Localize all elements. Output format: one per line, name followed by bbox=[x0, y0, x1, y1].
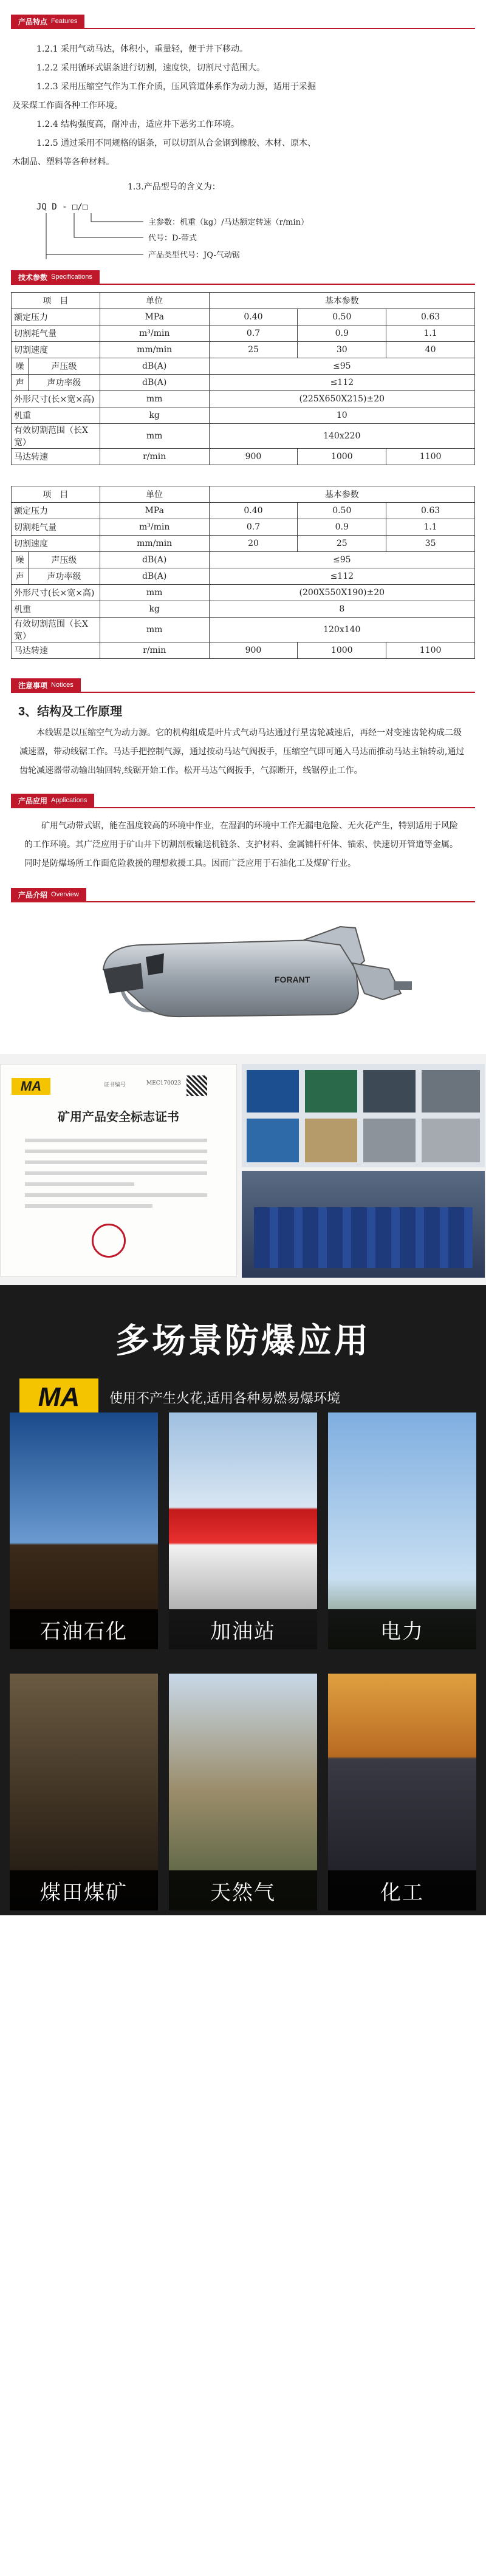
overview-header-en: Overview bbox=[51, 891, 79, 898]
features-header bbox=[11, 13, 475, 29]
row-label: 有效切割范围（长X宽） bbox=[12, 618, 100, 642]
table-row bbox=[12, 585, 475, 601]
model-code: JQ D - □/□ bbox=[36, 202, 88, 212]
multimeter-icon bbox=[305, 1070, 357, 1113]
row-value: 120x140 bbox=[209, 618, 474, 642]
row-value: 25 bbox=[209, 342, 298, 358]
tape-roll-icon bbox=[247, 1119, 299, 1162]
row-value: 140x220 bbox=[209, 424, 474, 449]
applications-text: 矿用气动带式锯，能在温度较高的环境中作业，在湿润的环境中工作无漏电危险、无火花产生，特别适用于风险的工作环境。其广泛应用于矿山井下切割剖板输送机链条、支护材料、金属铺杆杆体、锚索、快速切开管道等金属。同时是防爆场所工作面危险救援的理想救援工具。因而广泛应用于石油化工及煤矿行业。 bbox=[24, 821, 458, 868]
row-unit: m³/min bbox=[100, 519, 209, 536]
row-unit: mm bbox=[100, 424, 209, 449]
feature-text: 采用气动马达，体积小，重量轻，便于井下移动。 bbox=[61, 44, 248, 54]
ma-logo: MA bbox=[19, 1378, 98, 1416]
feature-item bbox=[36, 78, 462, 97]
noise-sub-label: 声功率级 bbox=[28, 568, 100, 585]
scene-card bbox=[169, 1412, 317, 1649]
feature-number: 1.2.4 bbox=[36, 120, 58, 129]
specs-header-cn: 技术参数 bbox=[18, 273, 48, 282]
row-label: 机重 bbox=[12, 601, 100, 618]
table-header-params: 基本参数 bbox=[209, 293, 474, 309]
row-unit: MPa bbox=[100, 309, 209, 325]
row-label: 额定压力 bbox=[12, 503, 100, 519]
row-label: 机重 bbox=[12, 407, 100, 424]
notices-header-cn: 注意事项 bbox=[18, 681, 48, 690]
scene-label: 电力 bbox=[328, 1609, 476, 1649]
row-label: 马达转速 bbox=[12, 642, 100, 659]
table-row bbox=[12, 391, 475, 407]
row-value: 0.9 bbox=[298, 519, 386, 536]
features-header-en: Features bbox=[51, 18, 78, 25]
scenes-section bbox=[0, 1285, 486, 1915]
row-value: 0.7 bbox=[209, 325, 298, 342]
certificate-title: 矿用产品安全标志证书 bbox=[58, 1109, 179, 1124]
table-row bbox=[12, 424, 475, 449]
model-code-block bbox=[0, 178, 486, 269]
row-value: 20 bbox=[209, 536, 298, 552]
row-unit: mm bbox=[100, 618, 209, 642]
noise-group-label: 噪 bbox=[12, 552, 29, 568]
table-row bbox=[12, 325, 475, 342]
applications-header-cn: 产品应用 bbox=[18, 796, 48, 805]
row-value: 40 bbox=[386, 342, 475, 358]
row-unit: r/min bbox=[100, 642, 209, 659]
table-row bbox=[12, 407, 475, 424]
noise-group-label: 声 bbox=[12, 568, 29, 585]
table-row bbox=[12, 552, 475, 568]
row-label: 有效切割范围（长X宽） bbox=[12, 424, 100, 449]
row-label: 切割耗气量 bbox=[12, 325, 100, 342]
table-row bbox=[12, 642, 475, 659]
table-row bbox=[12, 618, 475, 642]
scene-card bbox=[328, 1412, 476, 1649]
row-label: 切割速度 bbox=[12, 342, 100, 358]
ma-certificate bbox=[0, 1064, 237, 1276]
row-value: 0.40 bbox=[209, 503, 298, 519]
row-unit: MPa bbox=[100, 503, 209, 519]
principle-text: 本线锯是以压缩空气为动力源。它的机构组成是叶片式气动马达通过行星齿轮减速后，再经一对变速齿轮构成二级减速器，带动线锯工作。马达手把控制气源，通过按动马达气阀扳手，压缩空气即可通入马达而推动马达主轴转动,通过齿轮减速器带动输出轴回转,线锯开始工作。松开马达气阀扳手，气源断开，线锯停止工作。 bbox=[19, 728, 465, 775]
spec-table-2 bbox=[11, 486, 475, 659]
row-value: ≤112 bbox=[209, 375, 474, 391]
applications-section bbox=[0, 808, 486, 873]
team-photo bbox=[242, 1171, 485, 1278]
row-value: 1000 bbox=[298, 642, 386, 659]
feature-item bbox=[36, 59, 462, 78]
row-label: 马达转速 bbox=[12, 449, 100, 465]
spec-table-1 bbox=[11, 292, 475, 465]
scene-card bbox=[10, 1412, 158, 1649]
overview-header bbox=[11, 887, 475, 902]
row-unit: kg bbox=[100, 601, 209, 618]
row-value: 25 bbox=[298, 536, 386, 552]
scene-label: 煤田煤矿 bbox=[10, 1870, 158, 1910]
table-row bbox=[12, 358, 475, 375]
overview-header-cn: 产品介绍 bbox=[18, 890, 48, 899]
row-unit: dB(A) bbox=[100, 552, 209, 568]
caliper-icon bbox=[422, 1119, 480, 1162]
row-label: 外形尺寸(长×宽×高) bbox=[12, 585, 100, 601]
table-row bbox=[12, 568, 475, 585]
table-header-item: 项 目 bbox=[12, 486, 100, 503]
row-unit: mm bbox=[100, 391, 209, 407]
scene-label: 加油站 bbox=[169, 1609, 317, 1649]
table-row bbox=[12, 375, 475, 391]
row-value: 35 bbox=[386, 536, 475, 552]
feature-number: 1.2.2 bbox=[36, 63, 58, 73]
scene-label: 化工 bbox=[328, 1870, 476, 1910]
noise-sub-label: 声功率级 bbox=[28, 375, 100, 391]
row-unit: kg bbox=[100, 407, 209, 424]
row-value: ≤95 bbox=[209, 552, 474, 568]
applications-header bbox=[11, 792, 475, 808]
table-row bbox=[12, 601, 475, 618]
row-unit: m³/min bbox=[100, 325, 209, 342]
row-value: 0.7 bbox=[209, 519, 298, 536]
row-label: 切割速度 bbox=[12, 536, 100, 552]
feature-text: 结构强度高，耐冲击，适应井下恶劣工作环境。 bbox=[61, 120, 239, 129]
row-value: (225X650X215)±20 bbox=[209, 391, 474, 407]
row-unit: mm bbox=[100, 585, 209, 601]
row-value: 0.63 bbox=[386, 309, 475, 325]
row-value: 1.1 bbox=[386, 325, 475, 342]
row-value: 900 bbox=[209, 642, 298, 659]
row-value: 1000 bbox=[298, 449, 386, 465]
model-code-title: 1.3.产品型号的含义为： bbox=[128, 182, 221, 192]
scene-label: 石油石化 bbox=[10, 1609, 158, 1649]
feature-text-continued: 及采煤工作面各种工作环境。 bbox=[12, 101, 123, 111]
notices-header-en: Notices bbox=[51, 681, 74, 689]
feature-text: 采用循环式锯条进行切割，速度快，切割尺寸范围大。 bbox=[61, 63, 265, 73]
scenes-subtitle: 使用不产生火花,适用各种易燃易爆环境 bbox=[109, 1390, 341, 1406]
feature-number: 1.2.1 bbox=[36, 44, 58, 54]
band-saw-illustration bbox=[0, 902, 486, 1054]
table-header-params: 基本参数 bbox=[209, 486, 474, 503]
table-header-item: 项 目 bbox=[12, 293, 100, 309]
certificate-number-label: 证书编号 bbox=[104, 1082, 126, 1088]
row-value: 1100 bbox=[386, 449, 475, 465]
row-unit: r/min bbox=[100, 449, 209, 465]
model-code-label-main: 主参数：机重（kg）/马达额定转速（r/min） bbox=[148, 218, 309, 227]
row-value: 0.40 bbox=[209, 309, 298, 325]
gauge-icon bbox=[422, 1070, 480, 1113]
clamp-meter-icon bbox=[363, 1070, 416, 1113]
feature-item bbox=[36, 40, 462, 59]
row-value: 10 bbox=[209, 407, 474, 424]
row-value: ≤112 bbox=[209, 568, 474, 585]
wrench-icon bbox=[363, 1119, 416, 1162]
applications-header-en: Applications bbox=[51, 797, 87, 804]
notices-header bbox=[11, 677, 475, 693]
feature-number: 1.2.5 bbox=[36, 138, 58, 148]
table-row bbox=[12, 486, 475, 503]
row-unit: dB(A) bbox=[100, 375, 209, 391]
noise-group-label: 噪 bbox=[12, 358, 29, 375]
feature-text: 通过采用不同规格的锯条，可以切割从合金钢到橡胶、木材、原木、 bbox=[61, 138, 316, 148]
row-value: 900 bbox=[209, 449, 298, 465]
features-header-cn: 产品特点 bbox=[18, 17, 48, 26]
noise-sub-label: 声压级 bbox=[28, 552, 100, 568]
feature-text-continued: 木制品、塑料等各种材料。 bbox=[12, 157, 114, 167]
features-list bbox=[0, 29, 486, 178]
certificates-panel bbox=[0, 1054, 486, 1285]
model-code-label-product: 产品类型代号：JQ-气动锯 bbox=[148, 251, 240, 260]
model-code-label-type: 代号：D-带式 bbox=[148, 234, 197, 243]
table-header-unit: 单位 bbox=[100, 486, 209, 503]
red-seal-icon bbox=[92, 1224, 126, 1258]
row-label: 外形尺寸(长×宽×高) bbox=[12, 391, 100, 407]
table-row bbox=[12, 293, 475, 309]
certificate-ma-logo: MA bbox=[12, 1078, 50, 1095]
table-row bbox=[12, 519, 475, 536]
table-header-unit: 单位 bbox=[100, 293, 209, 309]
feature-item bbox=[36, 115, 462, 134]
scene-card bbox=[169, 1674, 317, 1910]
row-unit: dB(A) bbox=[100, 358, 209, 375]
row-value: (200X550X190)±20 bbox=[209, 585, 474, 601]
row-unit: dB(A) bbox=[100, 568, 209, 585]
scene-card bbox=[10, 1674, 158, 1910]
row-value: 1100 bbox=[386, 642, 475, 659]
tools-collage bbox=[242, 1064, 485, 1167]
table-row bbox=[12, 342, 475, 358]
row-value: ≤95 bbox=[209, 358, 474, 375]
scene-grid bbox=[10, 1412, 476, 1910]
row-unit: mm/min bbox=[100, 342, 209, 358]
scene-label: 天然气 bbox=[169, 1870, 317, 1910]
row-value: 8 bbox=[209, 601, 474, 618]
feature-text: 采用压缩空气作为工作介质，压风管道体系作为动力源，适用于采掘 bbox=[61, 82, 316, 92]
principle-title: 3、结构及工作原理 bbox=[18, 705, 123, 718]
toolbox-icon bbox=[247, 1070, 299, 1113]
row-value: 30 bbox=[298, 342, 386, 358]
cable-icon bbox=[305, 1119, 357, 1162]
table-row bbox=[12, 503, 475, 519]
product-brand: FORANT bbox=[275, 975, 310, 984]
feature-item bbox=[36, 134, 462, 153]
noise-sub-label: 声压级 bbox=[28, 358, 100, 375]
row-unit: mm/min bbox=[100, 536, 209, 552]
principle-section bbox=[0, 693, 486, 780]
qr-code-icon bbox=[187, 1075, 207, 1096]
row-value: 1.1 bbox=[386, 519, 475, 536]
row-value: 0.63 bbox=[386, 503, 475, 519]
product-image bbox=[0, 902, 486, 1054]
row-value: 0.50 bbox=[298, 309, 386, 325]
row-label: 切割耗气量 bbox=[12, 519, 100, 536]
specs-header-en: Specifications bbox=[51, 273, 92, 281]
scene-card bbox=[328, 1674, 476, 1910]
row-value: 0.9 bbox=[298, 325, 386, 342]
table-row bbox=[12, 309, 475, 325]
certificate-number: MEC170023 bbox=[146, 1080, 182, 1086]
row-label: 额定压力 bbox=[12, 309, 100, 325]
row-value: 0.50 bbox=[298, 503, 386, 519]
table-row bbox=[12, 449, 475, 465]
noise-group-label: 声 bbox=[12, 375, 29, 391]
table-row bbox=[12, 536, 475, 552]
scenes-title: 多场景防爆应用 bbox=[115, 1321, 371, 1360]
specs-header bbox=[11, 269, 475, 285]
feature-number: 1.2.3 bbox=[36, 82, 58, 92]
